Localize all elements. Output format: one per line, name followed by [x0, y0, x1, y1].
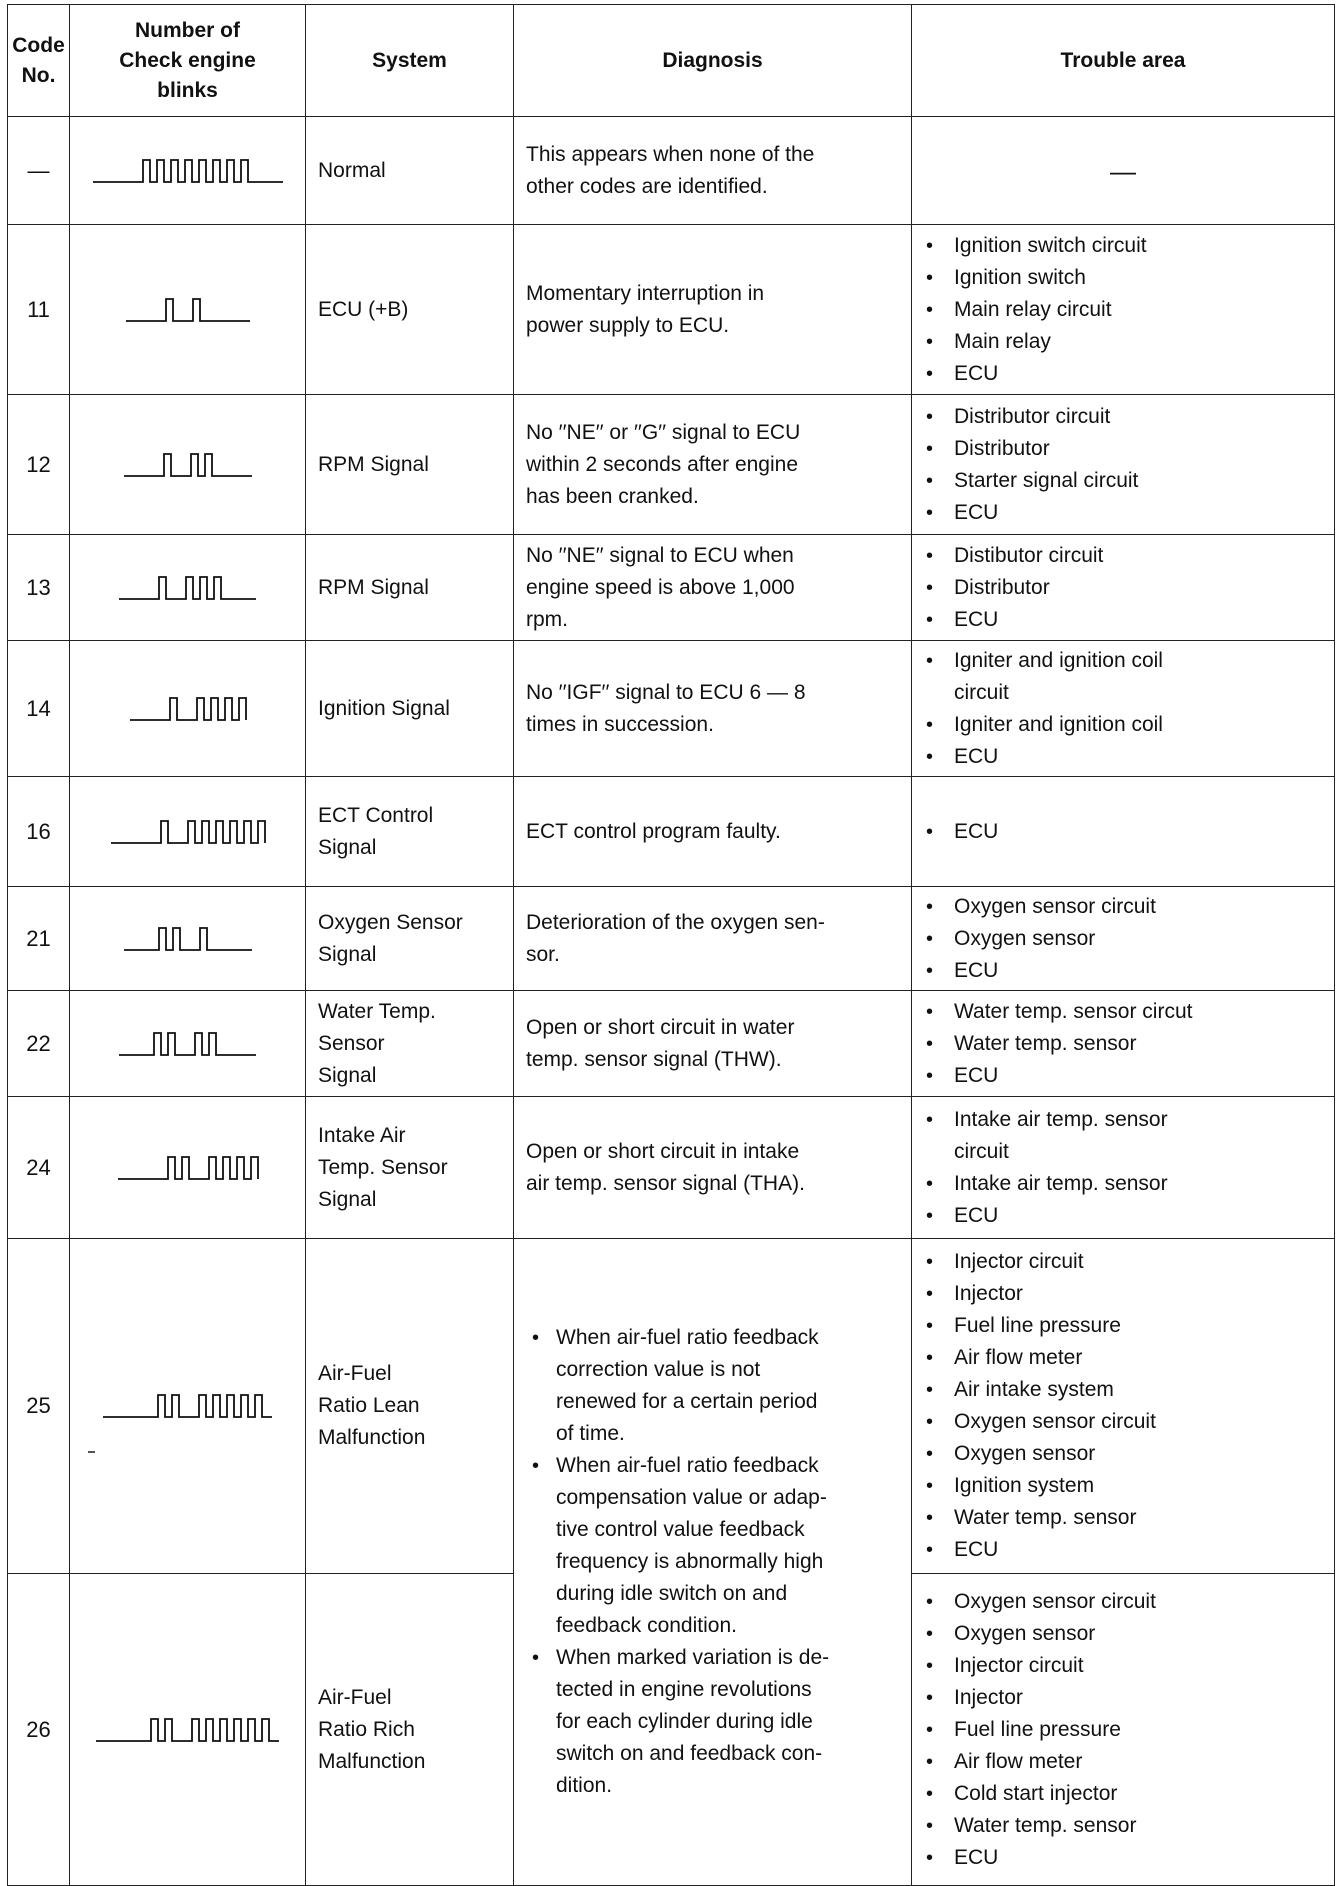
system-cell: [306, 777, 514, 887]
diagnosis-line: of time.: [556, 1422, 625, 1445]
blink-waveform: [111, 821, 265, 843]
diagnosis-line: No ′′NE′′ or ′′G′′ signal to ECU: [526, 420, 801, 444]
header-row: [8, 5, 1335, 117]
trouble-area-list: [924, 645, 1322, 773]
system-line: Ratio Lean: [318, 1394, 420, 1417]
system-cell: [306, 1239, 514, 1574]
diagnosis-line: engine speed is above 1,000: [526, 575, 795, 599]
trouble-area-cell: [912, 1574, 1335, 1886]
diagnosis-line: tive control value feedback: [556, 1518, 805, 1541]
diagnosis-line: temp. sensor signal (THW).: [526, 1047, 782, 1071]
trouble-area-cell: [912, 395, 1335, 535]
header-diagnosis: Diagnosis: [514, 5, 912, 117]
trouble-area-item: • Water temp. sensor: [924, 1502, 1322, 1534]
system-cell: [306, 535, 514, 641]
diagnosis-line: No ′′IGF′′ signal to ECU 6 — 8: [526, 680, 806, 704]
code-number: 13: [8, 535, 70, 641]
system-cell: [306, 117, 514, 225]
system-line: ECU (+B): [318, 297, 409, 321]
blink-pattern-graphic: [124, 293, 252, 327]
trouble-area-item: • Distributor: [924, 572, 1322, 604]
trouble-area-item: • ECU: [924, 358, 1322, 390]
blink-waveform: [124, 928, 252, 950]
no-trouble-dash: —: [1110, 155, 1136, 186]
trouble-area-item: • Water temp. sensor: [924, 1810, 1322, 1842]
stray-print-mark: [88, 1451, 95, 1453]
trouble-area-item: • Injector circuit: [924, 1650, 1322, 1682]
blink-pattern-graphic: [101, 1389, 274, 1423]
blink-pattern-graphic: [122, 922, 254, 956]
diagnostic-code-table: [7, 4, 1335, 1886]
trouble-area-item: • ECU: [924, 955, 1322, 987]
code-number: 22: [8, 991, 70, 1097]
diagnosis-bullet: [526, 1322, 899, 1450]
system-cell: [306, 641, 514, 777]
header-code-line: Code: [12, 33, 65, 57]
system-line: Normal: [318, 158, 386, 182]
system-line: Malfunction: [318, 1749, 426, 1773]
trouble-area-item: • Distributor: [924, 433, 1322, 465]
blink-pattern-cell: [70, 1239, 306, 1574]
shared-diagnosis-list: [526, 1322, 899, 1802]
trouble-area-item: • Intake air temp. sensor: [924, 1168, 1322, 1200]
blink-pattern-graphic: [109, 815, 267, 849]
trouble-area-item: • Ignition switch circuit: [924, 230, 1322, 262]
trouble-area-item: • Air flow meter: [924, 1342, 1322, 1374]
blink-pattern-graphic: [122, 448, 254, 482]
diagnosis-cell: [514, 395, 912, 535]
header-blinks-line: blinks: [157, 78, 218, 102]
trouble-area-cell: [912, 1097, 1335, 1239]
diagnosis-line: No ′′NE′′ signal to ECU when: [526, 543, 794, 567]
trouble-area-item: • ECU: [924, 1842, 1322, 1874]
diagnosis-line: Open or short circuit in water: [526, 1015, 795, 1039]
diagnosis-line: power supply to ECU.: [526, 313, 730, 337]
table-row: [8, 395, 1335, 535]
trouble-area-item: • Injector circuit: [924, 1246, 1322, 1278]
blink-pattern-cell: [70, 1574, 306, 1886]
system-line: Ignition Signal: [318, 696, 450, 720]
system-cell: [306, 395, 514, 535]
diagnosis-line: within 2 seconds after engine: [526, 452, 799, 476]
diagnosis-cell: [514, 641, 912, 777]
system-line: Intake Air: [318, 1123, 406, 1147]
blink-pattern-cell: [70, 887, 306, 991]
system-cell: [306, 887, 514, 991]
trouble-area-item: • Water temp. sensor: [924, 1028, 1322, 1060]
code-number: 12: [8, 395, 70, 535]
blink-pattern-graphic: [117, 571, 258, 605]
trouble-area-item: • Ignition system: [924, 1470, 1322, 1502]
system-line: Air-Fuel: [318, 1362, 392, 1385]
trouble-area-item: • Water temp. sensor circut: [924, 996, 1322, 1028]
code-number: 24: [8, 1097, 70, 1239]
diagnosis-line: other codes are identified.: [526, 174, 768, 198]
blink-waveform: [119, 1033, 256, 1055]
system-line: Signal: [318, 1063, 377, 1087]
header-code-line: No.: [21, 63, 56, 87]
table-row: [8, 991, 1335, 1097]
blink-waveform: [119, 577, 256, 599]
diagnosis-line: times in succession.: [526, 712, 714, 736]
diagnosis-cell: [514, 777, 912, 887]
blink-waveform: [118, 1157, 258, 1179]
diagnosis-line: during idle switch on and: [556, 1582, 788, 1605]
trouble-area-item: • Cold start injector: [924, 1778, 1322, 1810]
code-number: 11: [8, 225, 70, 395]
diagnosis-line: • When air-fuel ratio feedback: [556, 1326, 819, 1349]
trouble-area-item: • Oxygen sensor circuit: [924, 891, 1322, 923]
blink-waveform: [93, 160, 283, 182]
diagnosis-cell: [514, 991, 912, 1097]
trouble-area-item: • ECU: [924, 741, 1322, 773]
trouble-area-list: [924, 996, 1322, 1092]
diagnosis-cell: [514, 117, 912, 225]
blink-waveform: [126, 299, 250, 321]
trouble-area-list: [924, 1586, 1322, 1874]
blink-waveform: [124, 454, 252, 476]
trouble-area-item: • Injector: [924, 1682, 1322, 1714]
trouble-area-item: • Oxygen sensor: [924, 923, 1322, 955]
trouble-area-item: • Starter signal circuit: [924, 465, 1322, 497]
trouble-area-cell: [912, 887, 1335, 991]
trouble-area-item: • Oxygen sensor: [924, 1618, 1322, 1650]
trouble-area-item: • Oxygen sensor circuit: [924, 1586, 1322, 1618]
diagnosis-line: has been cranked.: [526, 484, 699, 508]
diagnosis-line: Open or short circuit in intake: [526, 1139, 800, 1163]
blink-pattern-cell: [70, 991, 306, 1097]
trouble-area-cell: [912, 777, 1335, 887]
blink-pattern-cell: [70, 1097, 306, 1239]
blink-waveform: [96, 1719, 279, 1741]
system-cell: [306, 1574, 514, 1886]
trouble-area-item: • ECU: [924, 604, 1322, 636]
trouble-area-item: • Intake air temp. sensor circuit: [924, 1104, 1204, 1168]
diagnosis-line: • When marked variation is de-: [556, 1646, 830, 1669]
header-blinks-line: Number of: [135, 18, 240, 42]
diagnosis-line: switch on and feedback con-: [556, 1742, 823, 1765]
diagnosis-cell: [514, 1097, 912, 1239]
trouble-area-list: [924, 540, 1322, 636]
diagnosis-line: Momentary interruption in: [526, 281, 765, 305]
trouble-area-item: • Injector: [924, 1278, 1322, 1310]
system-line: Temp. Sensor: [318, 1155, 448, 1179]
blink-pattern-cell: [70, 225, 306, 395]
table-row: [8, 641, 1335, 777]
system-cell: [306, 991, 514, 1097]
header-blinks-line: Check engine: [119, 48, 256, 72]
trouble-area-item: • Distibutor circuit: [924, 540, 1322, 572]
trouble-area-cell: [912, 225, 1335, 395]
system-cell: [306, 225, 514, 395]
diagnosis-line: renewed for a certain period: [556, 1390, 818, 1413]
trouble-area-list: [924, 816, 1322, 848]
trouble-area-cell: [912, 117, 1335, 225]
trouble-area-cell: [912, 1239, 1335, 1574]
trouble-area-list: [924, 1246, 1322, 1566]
trouble-area-item: • Igniter and ignition coil circuit: [924, 645, 1204, 709]
diagnosis-cell: [514, 225, 912, 395]
code-number: 25: [8, 1239, 70, 1574]
code-number: 21: [8, 887, 70, 991]
system-line: RPM Signal: [318, 575, 429, 599]
diagnosis-line: Deterioration of the oxygen sen-: [526, 910, 825, 934]
trouble-area-item: • ECU: [924, 497, 1322, 529]
blink-pattern-graphic: [91, 154, 285, 188]
trouble-area-cell: [912, 535, 1335, 641]
system-line: ECT Control: [318, 803, 434, 827]
system-line: Oxygen Sensor: [318, 910, 463, 934]
trouble-area-item: • Air flow meter: [924, 1746, 1322, 1778]
diagnosis-line: compensation value or adap-: [556, 1486, 827, 1509]
trouble-area-list: [924, 230, 1322, 390]
blink-pattern-cell: [70, 117, 306, 225]
trouble-area-cell: [912, 641, 1335, 777]
diagnosis-line: correction value is not: [556, 1358, 761, 1381]
system-line: RPM Signal: [318, 452, 429, 476]
trouble-area-item: • Ignition switch: [924, 262, 1322, 294]
blink-pattern-cell: [70, 777, 306, 887]
table-body: [8, 117, 1335, 1886]
diagnosis-line: air temp. sensor signal (THA).: [526, 1171, 805, 1195]
blink-pattern-graphic: [116, 1151, 260, 1185]
trouble-area-item: • Main relay: [924, 326, 1322, 358]
header-system: System: [306, 5, 514, 117]
blink-pattern-graphic: [94, 1713, 281, 1747]
trouble-area-item: • ECU: [924, 1060, 1322, 1092]
trouble-area-item: • ECU: [924, 816, 1322, 848]
blink-pattern-graphic: [117, 1027, 258, 1061]
trouble-area-list: [924, 891, 1322, 987]
code-number: —: [8, 117, 70, 225]
trouble-area-item: • ECU: [924, 1200, 1322, 1232]
diagnosis-line: This appears when none of the: [526, 142, 815, 166]
system-line: Malfunction: [318, 1426, 426, 1449]
trouble-area-item: • Distributor circuit: [924, 401, 1322, 433]
diagnosis-bullet: [526, 1642, 899, 1802]
trouble-area-item: • Air intake system: [924, 1374, 1322, 1406]
blink-waveform: [130, 698, 246, 720]
table-row: [8, 1239, 1335, 1574]
code-number: 14: [8, 641, 70, 777]
trouble-area-cell: [912, 991, 1335, 1097]
blink-pattern-cell: [70, 641, 306, 777]
shared-diagnosis-cell: [514, 1239, 912, 1886]
trouble-area-item: • Fuel line pressure: [924, 1310, 1322, 1342]
system-line: Signal: [318, 942, 377, 966]
diagnosis-line: • When air-fuel ratio feedback: [556, 1454, 819, 1477]
trouble-area-item: • Fuel line pressure: [924, 1714, 1322, 1746]
table-row: [8, 887, 1335, 991]
system-cell: [306, 1097, 514, 1239]
blink-pattern-cell: [70, 395, 306, 535]
header-blinks: [70, 5, 306, 117]
trouble-area-list: [924, 1104, 1322, 1232]
header-code: [8, 5, 70, 117]
diagnosis-line: for each cylinder during idle: [556, 1710, 813, 1733]
trouble-area-item: • Main relay circuit: [924, 294, 1322, 326]
trouble-area-item: • Igniter and ignition coil: [924, 709, 1322, 741]
blink-waveform: [103, 1395, 272, 1417]
system-line: Signal: [318, 835, 377, 859]
blink-pattern-graphic: [128, 692, 248, 726]
trouble-area-item: • ECU: [924, 1534, 1322, 1566]
diagnosis-line: feedback condition.: [556, 1614, 737, 1637]
diagnosis-line: frequency is abnormally high: [556, 1550, 824, 1573]
diagnosis-line: sor.: [526, 942, 560, 966]
trouble-area-item: • Oxygen sensor: [924, 1438, 1322, 1470]
header-trouble-area: Trouble area: [912, 5, 1335, 117]
diagnosis-cell: [514, 535, 912, 641]
table-row: [8, 1097, 1335, 1239]
diagnosis-line: ECT control program faulty.: [526, 819, 781, 843]
diagnosis-line: dition.: [556, 1774, 613, 1797]
blink-pattern-cell: [70, 535, 306, 641]
table-row: [8, 535, 1335, 641]
system-line: Air-Fuel: [318, 1685, 392, 1709]
trouble-area-item: • Oxygen sensor circuit: [924, 1406, 1322, 1438]
diagnosis-line: rpm.: [526, 607, 568, 631]
system-line: Sensor: [318, 1031, 385, 1055]
diagnosis-bullet: [526, 1450, 899, 1642]
system-line: Signal: [318, 1187, 377, 1211]
code-number: 16: [8, 777, 70, 887]
table-row: [8, 777, 1335, 887]
trouble-area-list: [924, 401, 1322, 529]
table-row: [8, 117, 1335, 225]
diagnosis-cell: [514, 887, 912, 991]
system-line: Water Temp.: [318, 999, 436, 1023]
diagnosis-line: tected in engine revolutions: [556, 1678, 812, 1701]
system-line: Ratio Rich: [318, 1717, 415, 1741]
code-number: 26: [8, 1574, 70, 1886]
table-row: [8, 225, 1335, 395]
